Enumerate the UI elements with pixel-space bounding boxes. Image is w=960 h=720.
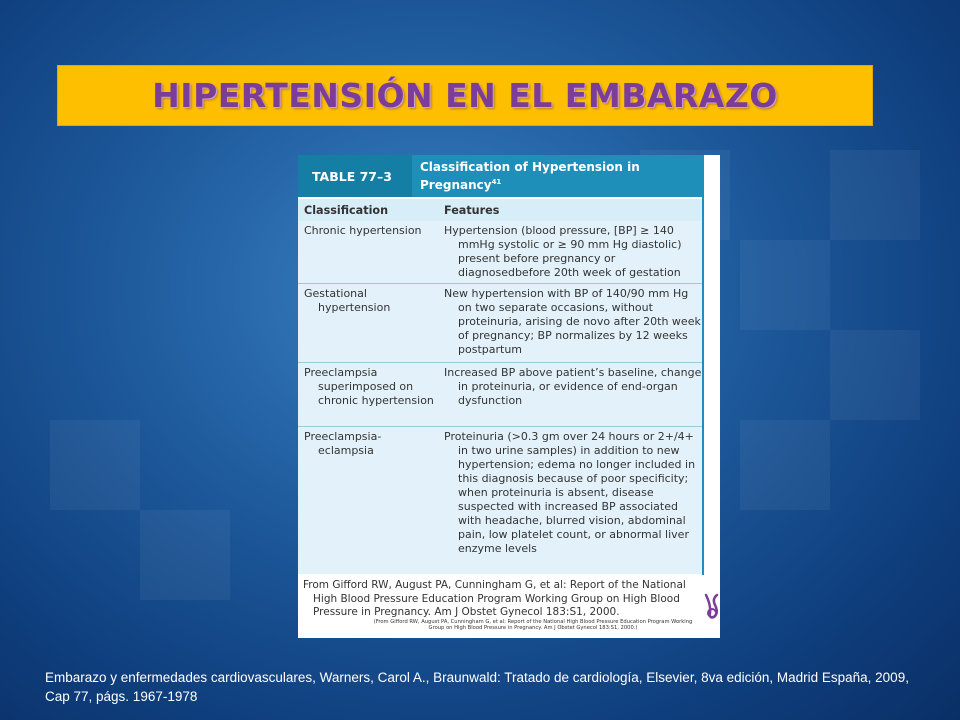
column-header-classification: Classification (304, 203, 389, 217)
row-features: Increased BP above patient’s baseline, change in proteinuria, or evidence of end-organ dysfunction (444, 366, 702, 407)
table-side-line (702, 155, 704, 575)
table-column-headers (298, 199, 702, 221)
table-side-margin (702, 155, 720, 638)
table-row (298, 284, 702, 363)
classification-table (298, 155, 720, 638)
table-row (298, 363, 702, 427)
table-footnote: From Gifford RW, August PA, Cunningham G, et al: Report of the National High Blood Pressure Education Program Working Group on High Blood Pressure in Pregnancy. Am J Obstet Gynecol 183:S1, 2000. (303, 579, 686, 618)
table-row (298, 427, 702, 573)
row-features: Hypertension (blood pressure, [BP] ≥ 140 mmHg systolic or ≥ 90 mm Hg diastolic) present before pregnancy or diagnosedbefore 20th week of gestation (444, 224, 682, 279)
table-fine-print: (From Gifford RW, August PA, Cunningham G, et al: Report of the National High Blood Pressure Education Program Working Group on High Blood Pressure in Pregnancy. Am J Obstet Gynecol 183:S1, 2000.) (373, 619, 693, 631)
table-label: TABLE 77–3 (298, 155, 412, 197)
title-banner (57, 65, 873, 126)
slide-title: HIPERTENSIÓN EN EL EMBARAZO (152, 76, 778, 115)
table-row (298, 221, 702, 284)
row-features: Proteinuria (>0.3 gm over 24 hours or 2+/4+ in two urine samples) in addition to new hypertension; edema no longer included in this diagnosis because of poor specificity; when proteinuria is absent, disease suspected with increased BP associated with headache, blurred vision, abdominal pain, low platelet count, or abnormal liver enzyme levels (444, 430, 696, 555)
table-body (298, 221, 702, 574)
row-features: New hypertension with BP of 140/90 mm Hg on two separate occasions, without proteinuria, arising de novo after 20th week of pregnancy; BP normalizes by 12 weeks postpartum (444, 287, 701, 356)
row-classification: Chronic hypertension (304, 224, 422, 237)
row-classification: Preeclampsia superimposed on chronic hypertension (304, 366, 434, 407)
row-classification: Preeclampsia-eclampsia (304, 430, 382, 457)
table-caption: Classification of Hypertension in Pregnancy$^{41}$ (420, 160, 640, 192)
column-header-features: Features (444, 203, 500, 217)
citation-text: Embarazo y enfermedades cardiovasculares, Warners, Carol A., Braunwald: Tratado de cardiología, Elsevier, 8va edición, Madrid España, 2009, Cap 77, págs. 1967-1978 (45, 670, 909, 704)
publisher-logo-icon (702, 591, 720, 621)
table-header (298, 155, 702, 197)
row-classification: Gestational hypertension (304, 287, 391, 314)
